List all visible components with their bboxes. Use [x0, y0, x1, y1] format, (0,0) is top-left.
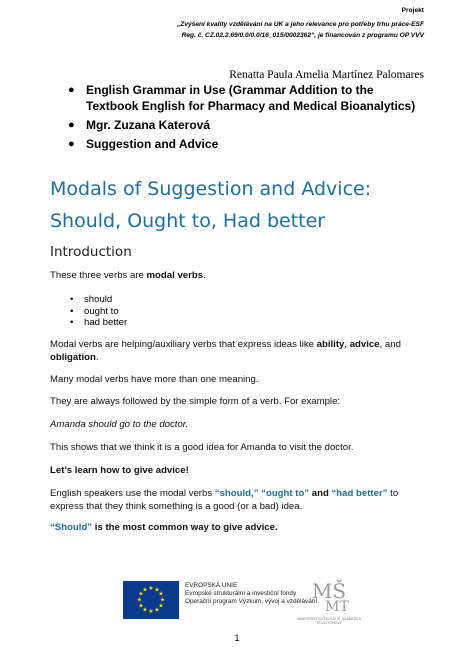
header-project-line1: „Zvýšení kvality vzdělávání na UK a jeho relevance pro potřeby trhu práce-ESF [177, 21, 424, 28]
msmt-mark-icon [289, 578, 369, 612]
bullet-icon: ● [68, 138, 75, 150]
msmt-caption: MINISTERSTVO ŠKOLSTVÍ, MLÁDEŽE A TĚLOVÝCHOVY [297, 617, 361, 625]
svg-text:★: ★ [148, 608, 154, 615]
svg-text:★: ★ [142, 586, 148, 594]
top-bullet-item: ● Mgr. Zuzana Katerová [68, 118, 211, 132]
example-sentence: Amanda should go to the doctor. [50, 419, 189, 430]
svg-text:★: ★ [138, 590, 144, 598]
top-bullet-list [66, 82, 426, 155]
paragraph-explanation: This shows that we think it is a good idea for Amanda to visit the doctor. [50, 442, 354, 453]
author-name: Renatta Paula Amelia Martínez Palomares [229, 69, 424, 81]
top-bullet-item: ● Suggestion and Advice [68, 137, 219, 151]
page-number: 1 [234, 633, 240, 643]
svg-text:★: ★ [158, 590, 164, 598]
header-project-line2: Reg. č. CZ.02.2.69/0.0/0.0/16_015/0002362“, je financován z programu OP VVV [181, 32, 424, 39]
paragraph-should: “Should” is the most common way to give advice. [50, 522, 278, 533]
svg-text:★: ★ [138, 602, 144, 610]
verb-list [70, 294, 127, 329]
eu-stars-icon [123, 581, 179, 619]
svg-text:★: ★ [158, 602, 164, 610]
list-item: • ought to [70, 306, 127, 318]
eu-program-text: EVROPSKÁ UNIE Evropské strukturální a investiční fondy Operační program Výzkum, vývoj a vzdělávání [185, 582, 318, 605]
svg-text:★: ★ [154, 606, 160, 614]
paragraph-lets-learn: Let’s learn how to give advice! [50, 465, 189, 476]
paragraph-modal-verbs: These three verbs are modal verbs. [50, 270, 206, 281]
list-item: • had better [70, 317, 127, 329]
msmt-logo [289, 578, 369, 624]
svg-text:★: ★ [154, 586, 160, 594]
bullet-icon: ● [68, 119, 75, 131]
section-heading-introduction: Introduction [50, 244, 132, 260]
svg-text:★: ★ [142, 606, 148, 614]
eu-flag-logo [123, 581, 179, 619]
paragraph-simple-form: They are always followed by the simple form of a verb. For example: [50, 396, 341, 407]
header-projekt: Projekt [401, 7, 424, 14]
paragraph-modal-usage: English speakers use the modal verbs “should,” “ought to” and “had better” to express that they think something is a good (or a bad) idea. [50, 488, 399, 512]
svg-text:★: ★ [136, 596, 143, 604]
paragraph-helping-verbs: Modal verbs are helping/auxiliary verbs that express ideas like ability, advice, and obligation. [50, 339, 401, 363]
svg-text:MŠ: MŠ [311, 579, 347, 603]
svg-text:MT: MT [325, 599, 349, 612]
svg-text:★: ★ [159, 596, 166, 604]
svg-text:★: ★ [148, 585, 154, 592]
paragraph-meanings: Many modal verbs have more than one meaning. [50, 374, 259, 385]
page-subtitle: Should, Ought to, Had better [50, 210, 326, 232]
list-item: • should [70, 294, 127, 306]
page-title: Modals of Suggestion and Advice: [50, 178, 372, 200]
top-bullet-item: ● English Grammar in Use (Grammar Addition to the Textbook English for Pharmacy and Medical Bioanalytics) [68, 83, 416, 113]
bullet-icon: ● [68, 84, 75, 96]
